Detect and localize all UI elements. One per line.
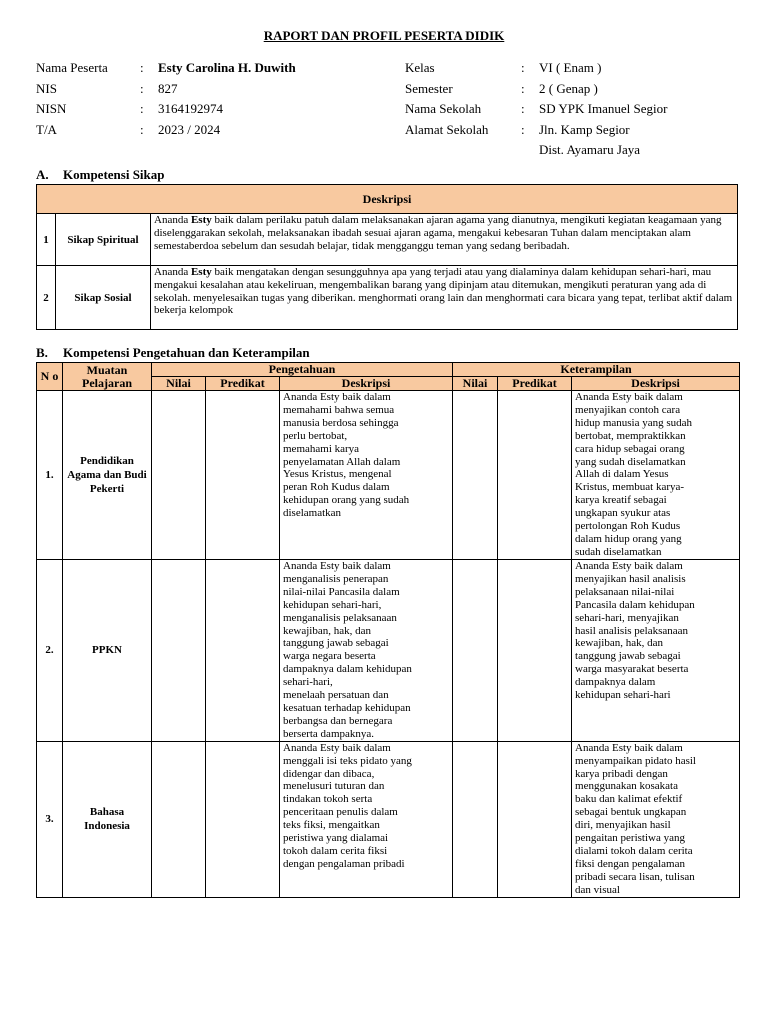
knowledge-score: [152, 560, 206, 742]
section-a-title: [36, 167, 165, 183]
info-label: Kelas: [405, 60, 435, 75]
table-row: [37, 741, 740, 897]
info-row-semester: [405, 79, 745, 100]
section-label: Kompetensi Pengetahuan dan Keterampilan: [63, 345, 310, 360]
attitude-table: [36, 184, 738, 330]
header-k-desc: Deskripsi: [280, 377, 453, 391]
header-no: N o: [37, 363, 63, 391]
header-skill: Keterampilan: [453, 363, 740, 377]
info-colon: :: [521, 101, 525, 116]
info-label: Alamat Sekolah: [405, 121, 489, 137]
section-letter: A.: [36, 167, 49, 182]
info-colon: :: [521, 80, 525, 96]
info-value: Esty Carolina H. Duwith: [158, 60, 296, 75]
row-number: 2.: [37, 560, 63, 742]
info-label: NISN: [36, 101, 67, 116]
info-colon: :: [140, 60, 144, 75]
info-value: [539, 120, 745, 161]
info-row-address: [405, 120, 745, 161]
subject-name: Pendidikan Agama dan Budi Pekerti: [63, 391, 152, 560]
skill-grade: [498, 391, 572, 560]
skill-grade: [498, 741, 572, 897]
address-line-1: Jln. Kamp Segior: [539, 121, 630, 137]
row-number: 1.: [37, 391, 63, 560]
info-value: 3164192974: [158, 101, 223, 116]
knowledge-description: Ananda Esty baik dalam memahami bahwa semua manusia berdosa sehingga perlu bertobat, memahami karya penyelamatan Allah dalam Yesus Kristus, mengenal peran Roh Kudus dalam kehidupan orang yang sudah diselamatkan: [280, 391, 453, 560]
info-colon: :: [140, 80, 144, 96]
skill-score: [453, 741, 498, 897]
info-value: 2023 / 2024: [158, 121, 221, 137]
student-name: Esty: [190, 214, 212, 226]
info-label: Nama Peserta: [36, 60, 108, 75]
subject-name: PPKN: [63, 560, 152, 742]
row-number: 2: [37, 266, 56, 330]
info-colon: :: [140, 121, 144, 137]
knowledge-description: Ananda Esty baik dalam menggali isi teks pidato yang didengar dan dibaca, menelusuri tuturan dan tindakan tokoh serta penceritaan penulis dalam teks fiksi, mengaitkan peristiwa yang dialamai tokoh dalam cerita fiksi dengan pengalaman pribadi: [280, 741, 453, 897]
info-label: Semester: [405, 80, 453, 96]
competency-table: [36, 362, 740, 898]
section-letter: B.: [36, 345, 48, 360]
info-value: 2 ( Genap ): [539, 80, 598, 96]
subject-name: Bahasa Indonesia: [63, 741, 152, 897]
section-label: Kompetensi Sikap: [63, 167, 165, 182]
info-row-ta: [36, 120, 366, 141]
info-row-name: [36, 58, 366, 79]
skill-grade: [498, 560, 572, 742]
skill-score: [453, 560, 498, 742]
header-s-grade: Predikat: [498, 377, 572, 391]
info-row-nis: [36, 79, 366, 100]
header-s-desc: Deskripsi: [572, 377, 740, 391]
info-colon: :: [521, 60, 525, 75]
info-label: Nama Sekolah: [405, 101, 482, 116]
attitude-header: Deskripsi: [37, 185, 738, 214]
address-line-2: Dist. Ayamaru Jaya: [539, 142, 640, 157]
table-row: [37, 560, 740, 742]
info-colon: :: [140, 101, 144, 116]
knowledge-description: Ananda Esty baik dalam menganalisis penerapan nilai-nilai Pancasila dalam kehidupan sehari-hari, menganalisis pelaksanaan kewajiban, hak, dan tanggung jawab sebagai warga negara beserta dampaknya dalam kehidupan sehari-hari, menelaah persatuan dan kesatuan terhadap kehidupan berbangsa dan bernegara berserta dampaknya.: [280, 560, 453, 742]
header-knowledge: Pengetahuan: [152, 363, 453, 377]
info-label: T/A: [36, 121, 57, 137]
aspect-label: Sikap Sosial: [56, 266, 151, 330]
knowledge-grade: [206, 391, 280, 560]
aspect-description: Ananda Esty baik mengatakan dengan sesungguhnya apa yang terjadi atau yang dialaminya dalam kehidupan sehari-hari, mau mengakui kesalahan atau kekeliruan, mengembalikan barang yang dipinjam atau ditemukan, mengikuti peraturan yang ada di sekolah. menyelesaikan tugas yang diberikan. menghormati orang lain dan menghormati cara bicara yang tepat, terlibat aktif dalam bekerja kelompok: [151, 266, 738, 330]
info-value: VI ( Enam ): [539, 60, 602, 75]
skill-description: Ananda Esty baik dalam menyajikan hasil analisis pelaksanaan nilai-nilai Pancasila dalam kehidupan sehari-hari, menyajikan hasil analisis pelaksanaan kewajiban, hak, dan tanggung jawab sebagai warga masyarakat beserta dampaknya dalam kehidupan sehari-hari: [572, 560, 740, 742]
info-row-kelas: [405, 58, 745, 79]
info-row-school: [405, 99, 745, 120]
info-label: NIS: [36, 80, 57, 96]
table-row: [37, 266, 738, 330]
aspect-description: Ananda Esty baik dalam perilaku patuh dalam melaksanakan ajaran agama yang dianutnya, mengikuti kegiatan keagamaan yang diselenggarakan sekolah, melaksanakan ibadah sesuai ajaran agama, mengakui kebesaran Tuhan dalam menciptakan alam semestaberdoa sebelum dan sesudah belajar, tidak mengganggu teman yang sedang beribadah.: [151, 214, 738, 266]
row-number: 1: [37, 214, 56, 266]
row-number: 3.: [37, 741, 63, 897]
table-row: [37, 391, 740, 560]
knowledge-score: [152, 391, 206, 560]
student-info-left: [36, 58, 366, 140]
header-k-score: Nilai: [152, 377, 206, 391]
skill-description: Ananda Esty baik dalam menyajikan contoh cara hidup manusia yang sudah bertobat, mempraktikkan cara hidup sebagai orang yang sudah diselamatkan Allah di dalam Yesus Kristus, membuat karya- karya kreatif sebagai ungkapan syukur atas pertolongan Roh Kudus dalam hidup orang yang sudah diselamatkan: [572, 391, 740, 560]
report-title: RAPORT DAN PROFIL PESERTA DIDIK: [263, 28, 505, 43]
aspect-label: Sikap Spiritual: [56, 214, 151, 266]
knowledge-score: [152, 741, 206, 897]
knowledge-grade: [206, 741, 280, 897]
header-k-grade: Predikat: [206, 377, 280, 391]
header-subject: Muatan Pelajaran: [63, 363, 152, 391]
student-info-right: [405, 58, 745, 161]
skill-score: [453, 391, 498, 560]
section-b-title: [36, 345, 310, 361]
knowledge-grade: [206, 560, 280, 742]
student-name: Esty: [190, 266, 212, 278]
table-row: [37, 214, 738, 266]
info-colon: :: [521, 121, 525, 137]
header-s-score: Nilai: [453, 377, 498, 391]
info-value: 827: [158, 80, 178, 96]
info-row-nisn: [36, 99, 366, 120]
skill-description: Ananda Esty baik dalam menyampaikan pidato hasil karya pribadi dengan menggunakan kosakata baku dan kalimat efektif sebagai bentuk ungkapan diri, menyajikan hasil pengaitan peristiwa yang dialami tokoh dalam cerita fiksi dengan pengalaman pribadi secara lisan, tulisan dan visual: [572, 741, 740, 897]
info-value: SD YPK Imanuel Segior: [539, 101, 668, 116]
